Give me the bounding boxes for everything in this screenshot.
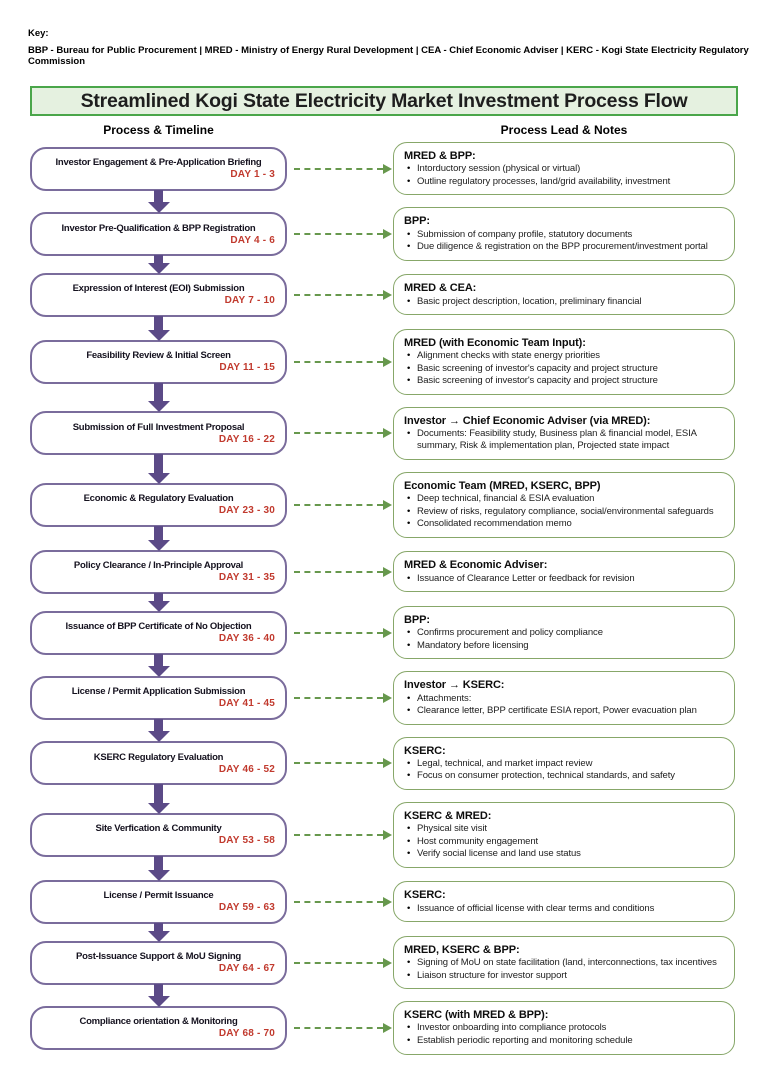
process-step-box: [30, 676, 287, 720]
process-step-day: DAY 4 - 6: [230, 234, 275, 246]
arrow-shaft: [154, 383, 163, 402]
connector-arrowhead-icon: [383, 628, 392, 638]
connector-arrowhead-icon: [383, 567, 392, 577]
note-item: • Legal, technical, and market impact review: [404, 758, 724, 771]
process-row: [30, 880, 735, 924]
arrow-shaft: [154, 255, 163, 263]
flow-down-arrow-icon: [148, 984, 170, 1007]
note-item: • Deep technical, financial & ESIA evaluation: [404, 493, 724, 506]
process-step-title: Issuance of BPP Certificate of No Objection: [65, 621, 252, 633]
page-title: Streamlined Kogi State Electricity Market Investment Process Flow: [30, 86, 738, 116]
notes-list: [404, 350, 724, 388]
flow-down-arrow-icon: [148, 383, 170, 413]
note-item: • Confirms procurement and policy compliance: [404, 627, 724, 640]
notes-box: [393, 274, 735, 315]
process-row: [30, 671, 735, 724]
process-step-title: Economic & Regulatory Evaluation: [83, 493, 234, 505]
notes-list: [404, 957, 724, 982]
notes-box: [393, 671, 735, 724]
process-step-title: Investor Pre-Qualification & BPP Registration: [61, 222, 256, 234]
notes-list: [404, 493, 724, 531]
note-item: • Consolidated recommendation memo: [404, 518, 724, 531]
note-item: • Issuance of official license with clear terms and conditions: [404, 903, 724, 916]
connector-arrowhead-icon: [383, 428, 392, 438]
notes-lead: BPP:: [404, 215, 430, 228]
notes-lead: KSERC (with MRED & BPP):: [404, 1009, 549, 1022]
note-item: • Verify social license and land use status: [404, 848, 724, 861]
dashed-line: [294, 233, 383, 235]
arrow-shaft: [154, 856, 163, 870]
connector-arrowhead-icon: [383, 693, 392, 703]
notes-lead: MRED & BPP:: [404, 150, 476, 162]
arrowhead-icon: [148, 540, 170, 551]
connector-arrowhead-icon: [383, 1023, 392, 1033]
notes-list: [404, 573, 724, 586]
notes-lead: Investor → KSERC:: [404, 679, 505, 692]
column-header-process-timeline: Process & Timeline: [103, 123, 214, 137]
arrowhead-icon: [148, 803, 170, 814]
process-row: [30, 207, 735, 260]
dashed-connector-arrow: [287, 758, 393, 768]
note-item: • Outline regulatory processes, land/grid availability, investment: [404, 176, 724, 189]
process-step-title: License / Permit Issuance: [103, 890, 214, 902]
process-step-day: DAY 1 - 3: [230, 169, 275, 181]
arrowhead-icon: [148, 931, 170, 942]
dashed-line: [294, 432, 383, 434]
dashed-line: [294, 697, 383, 699]
dashed-connector-arrow: [287, 693, 393, 703]
key-block: [28, 28, 768, 67]
dashed-line: [294, 962, 383, 964]
arrowhead-icon: [148, 870, 170, 881]
connector-arrowhead-icon: [383, 357, 392, 367]
arrowhead-icon: [148, 666, 170, 677]
dashed-connector-arrow: [287, 830, 393, 840]
process-step-box: [30, 411, 287, 455]
process-step-day: DAY 7 - 10: [224, 295, 275, 307]
process-row: [30, 329, 735, 395]
arrowhead-icon: [148, 263, 170, 274]
process-row: [30, 936, 735, 989]
flow-down-arrow-icon: [148, 526, 170, 551]
process-row: [30, 1001, 735, 1054]
dashed-connector-arrow: [287, 164, 393, 174]
notes-lead: KSERC:: [404, 744, 446, 757]
dashed-line: [294, 294, 383, 296]
process-step-title: Feasibility Review & Initial Screen: [86, 350, 231, 362]
process-row: [30, 802, 735, 868]
process-step-title: KSERC Regulatory Evaluation: [93, 751, 224, 763]
notes-lead: KSERC & MRED:: [404, 809, 492, 822]
arrowhead-icon: [148, 202, 170, 213]
note-item: • Basic screening of investor's capacity and project structure: [404, 363, 724, 376]
connector-arrowhead-icon: [383, 830, 392, 840]
flow-down-arrow-icon: [148, 255, 170, 274]
note-item: • Clearance letter, BPP certificate ESIA report, Power evacuation plan: [404, 705, 724, 718]
process-step-box: [30, 611, 287, 655]
note-item: • Liaison structure for investor support: [404, 970, 724, 983]
key-label: Key:: [28, 28, 49, 39]
process-step-day: DAY 16 - 22: [218, 433, 275, 445]
arrowhead-icon: [148, 473, 170, 484]
process-step-title: Expression of Interest (EOI) Submission: [72, 283, 245, 295]
process-step-title: Policy Clearance / In-Principle Approval: [73, 560, 244, 572]
process-step-box: [30, 212, 287, 256]
process-step-title: Post-Issuance Support & MoU Signing: [76, 951, 241, 962]
arrow-shaft: [154, 526, 163, 540]
flow-down-arrow-icon: [148, 190, 170, 213]
process-step-box: [30, 483, 287, 527]
notes-box: [393, 207, 735, 260]
dashed-line: [294, 168, 383, 170]
process-row: [30, 273, 735, 317]
dashed-line: [294, 361, 383, 363]
process-step-box: [30, 273, 287, 317]
notes-list: [404, 823, 724, 861]
process-step-box: [30, 941, 287, 985]
dashed-line: [294, 632, 383, 634]
arrowhead-icon: [148, 731, 170, 742]
process-step-box: [30, 880, 287, 924]
connector-arrowhead-icon: [383, 958, 392, 968]
notes-box: [393, 472, 735, 538]
note-item: • Basic screening of investor's capacity and project structure: [404, 375, 724, 388]
notes-box: [393, 802, 735, 868]
notes-lead: BPP:: [404, 613, 430, 626]
dashed-connector-arrow: [287, 500, 393, 510]
process-row: [30, 550, 735, 594]
arrowhead-icon: [148, 601, 170, 612]
note-item: • Focus on consumer protection, technical standards, and safety: [404, 770, 724, 783]
process-row: [30, 142, 735, 195]
notes-box: [393, 329, 735, 395]
notes-list: [404, 296, 724, 309]
dashed-line: [294, 762, 383, 764]
flow-down-arrow-icon: [148, 856, 170, 881]
note-item: • Alignment checks with state energy priorities: [404, 350, 724, 363]
notes-lead: KSERC:: [404, 889, 446, 902]
arrow-shaft: [154, 719, 163, 731]
notes-lead: MRED & CEA:: [404, 282, 477, 295]
flow-down-arrow-icon: [148, 654, 170, 677]
notes-box: [393, 881, 735, 922]
process-step-day: DAY 59 - 63: [218, 902, 275, 914]
note-item: • Basic project description, location, preliminary financial: [404, 296, 724, 309]
notes-box: [393, 737, 735, 790]
notes-list: [404, 428, 724, 453]
connector-arrowhead-icon: [383, 897, 392, 907]
notes-list: [404, 1022, 724, 1047]
process-step-title: Compliance orientation & Monitoring: [79, 1016, 238, 1028]
connector-arrowhead-icon: [383, 229, 392, 239]
notes-lead: Economic Team (MRED, KSERC, BPP): [404, 479, 601, 492]
dashed-line: [294, 834, 383, 836]
note-item: • Establish periodic reporting and monitoring schedule: [404, 1035, 724, 1048]
process-step-day: DAY 31 - 35: [218, 572, 275, 584]
connector-arrowhead-icon: [383, 290, 392, 300]
dashed-connector-arrow: [287, 357, 393, 367]
arrowhead-icon: [148, 401, 170, 412]
notes-list: [404, 903, 724, 916]
note-item: • Signing of MoU on state facilitation (land, interconnections, tax incentives: [404, 957, 724, 970]
note-item: • Investor onboarding into compliance protocols: [404, 1022, 724, 1035]
process-row: [30, 407, 735, 460]
process-step-box: [30, 340, 287, 384]
note-item: • Review of risks, regulatory compliance, social/environmental safeguards: [404, 506, 724, 519]
arrow-shaft: [154, 454, 163, 473]
notes-list: [404, 627, 724, 652]
flow-down-arrow-icon: [148, 316, 170, 341]
key-abbreviations: BBP - Bureau for Public Procurement | MRED - Ministry of Energy Rural Development | CEA - Chief Economic Adviser | KERC - Kogi State Electricity Regulatory Commission: [28, 45, 749, 67]
dashed-line: [294, 901, 383, 903]
notes-lead: Investor → Chief Economic Adviser (via MRED):: [404, 414, 651, 427]
process-step-title: License / Permit Application Submission: [71, 686, 246, 698]
process-step-title: Site Verfication & Community: [95, 823, 222, 835]
dashed-connector-arrow: [287, 229, 393, 239]
dashed-connector-arrow: [287, 567, 393, 577]
notes-box: [393, 407, 735, 460]
process-step-box: [30, 813, 287, 857]
note-item: • Intorductory session (physical or virtual): [404, 163, 724, 176]
arrowhead-icon: [148, 996, 170, 1007]
dashed-connector-arrow: [287, 290, 393, 300]
process-step-title: Submission of Full Investment Proposal: [72, 421, 245, 433]
note-item: • Due diligence & registration on the BPP procurement/investment portal: [404, 241, 724, 254]
process-step-day: DAY 23 - 30: [218, 505, 275, 517]
process-row: [30, 606, 735, 659]
flow-down-arrow-icon: [148, 719, 170, 742]
process-step-day: DAY 46 - 52: [218, 763, 275, 775]
notes-box: [393, 551, 735, 592]
notes-lead: MRED & Economic Adviser:: [404, 559, 548, 572]
notes-list: [404, 163, 724, 188]
process-step-title: Investor Engagement & Pre-Application Briefing: [55, 157, 262, 169]
dashed-connector-arrow: [287, 1023, 393, 1033]
notes-list: [404, 229, 724, 254]
flow-down-arrow-icon: [148, 593, 170, 612]
process-step-day: DAY 53 - 58: [218, 835, 275, 847]
notes-box: [393, 606, 735, 659]
dashed-connector-arrow: [287, 628, 393, 638]
notes-list: [404, 693, 724, 718]
process-row: [30, 472, 735, 538]
connector-arrowhead-icon: [383, 164, 392, 174]
process-step-box: [30, 550, 287, 594]
dashed-line: [294, 571, 383, 573]
arrow-shaft: [154, 593, 163, 601]
arrow-shaft: [154, 654, 163, 666]
notes-box: [393, 1001, 735, 1054]
column-header-process-lead-notes: Process Lead & Notes: [500, 123, 628, 137]
notes-box: [393, 142, 735, 195]
connector-arrowhead-icon: [383, 500, 392, 510]
dashed-line: [294, 1027, 383, 1029]
dashed-connector-arrow: [287, 958, 393, 968]
notes-lead: MRED, KSERC & BPP:: [404, 943, 520, 956]
note-item: • Submission of company profile, statutory documents: [404, 229, 724, 242]
arrow-shaft: [154, 316, 163, 330]
note-item: • Physical site visit: [404, 823, 724, 836]
dashed-connector-arrow: [287, 897, 393, 907]
arrow-shaft: [154, 190, 163, 202]
note-item: • Mandatory before licensing: [404, 640, 724, 653]
process-step-day: DAY 41 - 45: [218, 698, 275, 710]
dashed-line: [294, 504, 383, 506]
note-item: • Issuance of Clearance Letter or feedback for revision: [404, 573, 724, 586]
flow-down-arrow-icon: [148, 784, 170, 814]
arrowhead-icon: [148, 330, 170, 341]
process-step-box: [30, 1006, 287, 1050]
note-item: • Attachments:: [404, 693, 724, 706]
flow-down-arrow-icon: [148, 454, 170, 484]
notes-list: [404, 758, 724, 783]
process-step-box: [30, 741, 287, 785]
notes-box: [393, 936, 735, 989]
flow-down-arrow-icon: [148, 923, 170, 942]
arrow-shaft: [154, 923, 163, 931]
process-step-day: DAY 11 - 15: [219, 362, 275, 374]
process-step-day: DAY 68 - 70: [218, 1028, 275, 1040]
note-item: • Documents: Feasibility study, Business plan & financial model, ESIA summary, Risk & implementation plan, Projected state impact: [404, 428, 724, 453]
dashed-connector-arrow: [287, 428, 393, 438]
process-step-day: DAY 64 - 67: [218, 963, 275, 974]
process-step-box: [30, 147, 287, 191]
flow-rows: [30, 142, 735, 1055]
note-item: • Host community engagement: [404, 836, 724, 849]
arrow-shaft: [154, 784, 163, 803]
process-step-day: DAY 36 - 40: [218, 633, 275, 645]
arrow-shaft: [154, 984, 163, 996]
connector-arrowhead-icon: [383, 758, 392, 768]
process-row: [30, 737, 735, 790]
notes-lead: MRED (with Economic Team Input):: [404, 336, 586, 349]
